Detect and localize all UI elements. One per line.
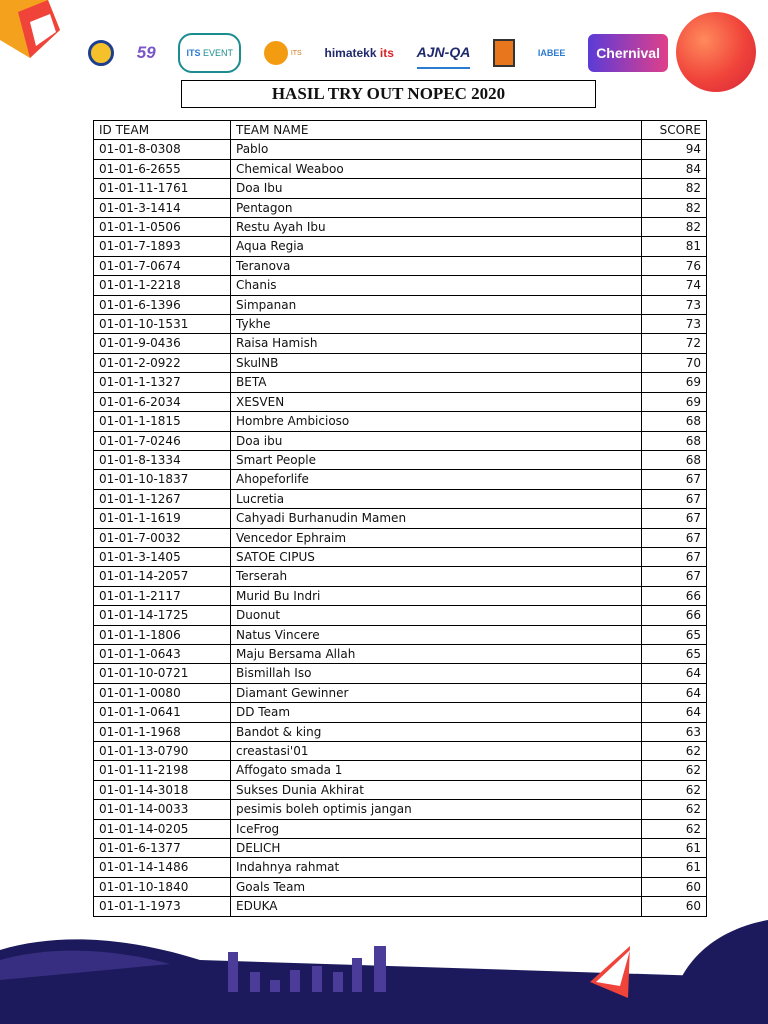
team-id-cell: 01-01-2-0922 [94,353,231,372]
score-cell: 64 [642,664,707,683]
team-name-cell: Chemical Weaboo [231,159,642,178]
score-cell: 68 [642,431,707,450]
score-cell: 69 [642,392,707,411]
team-name-cell: Bismillah Iso [231,664,642,683]
team-name-cell: IceFrog [231,819,642,838]
team-id-cell: 01-01-1-1968 [94,722,231,741]
team-id-cell: 01-01-7-1893 [94,237,231,256]
score-cell: 61 [642,839,707,858]
team-name-cell: creastasi'01 [231,742,642,761]
table-body [94,140,707,916]
team-id-cell: 01-01-1-1815 [94,412,231,431]
team-name-cell: Aqua Regia [231,237,642,256]
score-cell: 84 [642,159,707,178]
corner-decoration [0,0,70,70]
its-department-logo: ITS [264,38,302,68]
score-cell: 74 [642,276,707,295]
team-id-cell: 01-01-1-0080 [94,683,231,702]
team-name-cell: Pablo [231,140,642,159]
team-id-cell: 01-01-1-0641 [94,703,231,722]
team-id-cell: 01-01-11-1761 [94,179,231,198]
team-id-cell: 01-01-1-2218 [94,276,231,295]
team-name-cell: Doa ibu [231,431,642,450]
team-name-cell: BETA [231,373,642,392]
score-cell: 62 [642,819,707,838]
team-id-cell: 01-01-8-0308 [94,140,231,159]
team-name-cell: XESVEN [231,392,642,411]
footer-decoration [0,920,768,1024]
team-id-cell: 01-01-1-0506 [94,218,231,237]
table-row [94,315,707,334]
score-cell: 61 [642,858,707,877]
team-id-cell: 01-01-9-0436 [94,334,231,353]
table-row [94,606,707,625]
table-row [94,198,707,217]
table-row [94,858,707,877]
team-name-cell: Teranova [231,256,642,275]
team-name-cell: Smart People [231,450,642,469]
team-id-cell: 01-01-13-0790 [94,742,231,761]
team-name-cell: Vencedor Ephraim [231,528,642,547]
score-cell: 82 [642,179,707,198]
score-cell: 68 [642,412,707,431]
table-row [94,159,707,178]
score-cell: 73 [642,295,707,314]
orange-sphere-decoration [676,12,756,92]
score-cell: 67 [642,567,707,586]
table-row [94,237,707,256]
score-cell: 67 [642,509,707,528]
table-row [94,431,707,450]
team-id-cell: 01-01-10-1531 [94,315,231,334]
column-header-team-name: TEAM NAME [231,121,642,140]
score-cell: 62 [642,761,707,780]
table-row [94,412,707,431]
table-row [94,877,707,896]
team-id-cell: 01-01-10-1840 [94,877,231,896]
table-row [94,761,707,780]
team-id-cell: 01-01-1-1619 [94,509,231,528]
score-cell: 81 [642,237,707,256]
team-name-cell: Hombre Ambicioso [231,412,642,431]
score-cell: 67 [642,470,707,489]
team-id-cell: 01-01-10-0721 [94,664,231,683]
table-row [94,897,707,916]
team-name-cell: Bandot & king [231,722,642,741]
score-cell: 69 [642,373,707,392]
team-name-cell: SATOE CIPUS [231,547,642,566]
score-cell: 63 [642,722,707,741]
team-id-cell: 01-01-14-1486 [94,858,231,877]
team-name-cell: Chanis [231,276,642,295]
table-row [94,664,707,683]
column-header-id: ID TEAM [94,121,231,140]
table-row [94,276,707,295]
table-row [94,586,707,605]
team-name-cell: Duonut [231,606,642,625]
score-cell: 82 [642,198,707,217]
score-cell: 76 [642,256,707,275]
score-cell: 60 [642,877,707,896]
team-name-cell: Diamant Gewinner [231,683,642,702]
score-cell: 62 [642,742,707,761]
score-cell: 64 [642,683,707,702]
team-id-cell: 01-01-14-2057 [94,567,231,586]
team-id-cell: 01-01-6-1396 [94,295,231,314]
score-cell: 67 [642,489,707,508]
team-name-cell: DELICH [231,839,642,858]
sponsor-logo-strip [88,36,668,70]
team-id-cell: 01-01-6-2034 [94,392,231,411]
team-name-cell: Ahopeforlife [231,470,642,489]
team-id-cell: 01-01-8-1334 [94,450,231,469]
iabee-logo: IABEE [537,48,566,58]
table-row [94,722,707,741]
score-cell: 62 [642,800,707,819]
team-id-cell: 01-01-6-2655 [94,159,231,178]
score-cell: 68 [642,450,707,469]
team-name-cell: Sukses Dunia Akhirat [231,780,642,799]
team-id-cell: 01-01-3-1405 [94,547,231,566]
team-name-cell: Terserah [231,567,642,586]
team-name-cell: Tykhe [231,315,642,334]
table-row [94,373,707,392]
score-cell: 65 [642,625,707,644]
table-row [94,839,707,858]
score-cell: 67 [642,547,707,566]
table-row [94,470,707,489]
team-name-cell: Pentagon [231,198,642,217]
score-cell: 62 [642,780,707,799]
table-row [94,780,707,799]
results-table [93,120,707,917]
ajn-qa-logo: AJN-QA [417,37,471,69]
table-row [94,683,707,702]
score-cell: 82 [642,218,707,237]
score-cell: 60 [642,897,707,916]
team-id-cell: 01-01-7-0674 [94,256,231,275]
table-row [94,509,707,528]
table-row [94,644,707,663]
chernival-logo: Chernival [588,34,668,72]
score-cell: 67 [642,528,707,547]
its-seal-logo [88,38,114,68]
team-name-cell: pesimis boleh optimis jangan [231,800,642,819]
team-name-cell: EDUKA [231,897,642,916]
table-row [94,179,707,198]
team-name-cell: Lucretia [231,489,642,508]
team-name-cell: Simpanan [231,295,642,314]
team-id-cell: 01-01-1-1267 [94,489,231,508]
team-name-cell: Goals Team [231,877,642,896]
team-id-cell: 01-01-1-1973 [94,897,231,916]
score-cell: 64 [642,703,707,722]
team-name-cell: Affogato smada 1 [231,761,642,780]
team-name-cell: SkulNB [231,353,642,372]
table-row [94,256,707,275]
team-id-cell: 01-01-1-1806 [94,625,231,644]
its-integrated-event-logo: ITS EVENT [178,33,241,73]
team-name-cell: Restu Ayah Ibu [231,218,642,237]
team-id-cell: 01-01-3-1414 [94,198,231,217]
table-row [94,295,707,314]
team-id-cell: 01-01-1-1327 [94,373,231,392]
table-row [94,703,707,722]
page-title: HASIL TRY OUT NOPEC 2020 [181,80,596,108]
team-name-cell: Indahnya rahmat [231,858,642,877]
score-cell: 72 [642,334,707,353]
table-row [94,392,707,411]
kimia-logo [493,38,515,68]
column-header-score: SCORE [642,121,707,140]
table-row [94,334,707,353]
table-row [94,800,707,819]
team-name-cell: Maju Bersama Allah [231,644,642,663]
table-row [94,819,707,838]
table-row [94,140,707,159]
team-name-cell: Murid Bu Indri [231,586,642,605]
table-row [94,547,707,566]
team-id-cell: 01-01-7-0032 [94,528,231,547]
team-id-cell: 01-01-10-1837 [94,470,231,489]
score-cell: 70 [642,353,707,372]
team-id-cell: 01-01-1-2117 [94,586,231,605]
table-row [94,742,707,761]
score-cell: 65 [642,644,707,663]
table-row [94,353,707,372]
team-id-cell: 01-01-14-0033 [94,800,231,819]
table-row [94,625,707,644]
59-logo: 59 [136,43,156,62]
team-id-cell: 01-01-6-1377 [94,839,231,858]
team-id-cell: 01-01-7-0246 [94,431,231,450]
table-row [94,528,707,547]
team-name-cell: Raisa Hamish [231,334,642,353]
table-row [94,218,707,237]
team-id-cell: 01-01-14-0205 [94,819,231,838]
score-cell: 66 [642,606,707,625]
score-cell: 73 [642,315,707,334]
team-id-cell: 01-01-1-0643 [94,644,231,663]
team-name-cell: Doa Ibu [231,179,642,198]
table-header-row [94,121,707,140]
score-cell: 94 [642,140,707,159]
team-name-cell: DD Team [231,703,642,722]
score-cell: 66 [642,586,707,605]
himatekk-logo: himatekk its [324,46,394,60]
table-row [94,567,707,586]
team-id-cell: 01-01-11-2198 [94,761,231,780]
table-row [94,450,707,469]
team-id-cell: 01-01-14-1725 [94,606,231,625]
team-id-cell: 01-01-14-3018 [94,780,231,799]
team-name-cell: Cahyadi Burhanudin Mamen [231,509,642,528]
team-name-cell: Natus Vincere [231,625,642,644]
table-row [94,489,707,508]
